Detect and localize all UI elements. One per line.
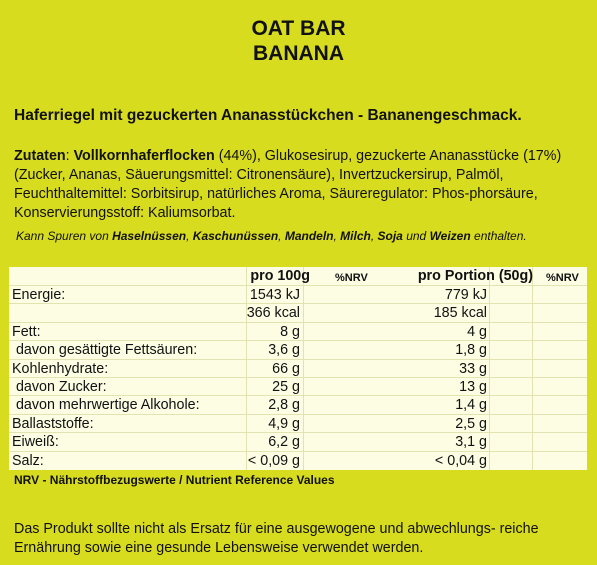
value-per-100g: 1543 kJ [249,287,300,303]
value-per-portion: 33 g [459,360,487,377]
allergen-item: Milch [340,229,371,243]
ingredients-rest: (44%), Glukosesirup, gezuckerte Ananasstücke (17%) (Zucker, Ananas, Säuerungsmittel: Citronensäure), Invertzuckersirup, Palmöl, Feuchthaltemittel: Sorbitsirup, natürliches Aroma, Säureregulator: Phos-phorsäure, Konservierungsstoff: Kaliumsorbat. [14,148,562,221]
allergen-item: Mandeln [284,229,334,243]
nutrient-label: Kohlenhydrate: [12,360,109,377]
allergen-sep: , [278,229,285,243]
value-per-100g: 6,2 g [268,434,300,451]
nutrition-table [9,267,587,470]
column-divider [532,267,533,470]
nutrient-label: davon Zucker: [12,379,107,395]
nutrient-label: davon gesättigte Fettsäuren: [12,342,198,359]
allergen-prefix: Kann Spuren von [16,229,113,243]
value-per-100g: 3,6 g [268,342,300,359]
product-title-line2: BANANA [253,42,344,65]
product-description: Haferriegel mit gezuckerten Ananasstückchen - Bananengeschmack. [14,107,522,124]
allergen-item: Soja [377,229,403,243]
allergen-item: Haselnüssen [112,229,187,243]
ingredients-label: Zutaten [14,148,66,164]
value-per-portion: 4 g [467,323,487,340]
value-per-100g: 8 g [280,323,300,340]
product-title-line1: OAT BAR [251,17,346,40]
value-per-100g: 366 kcal [246,305,300,322]
allergen-sep: und [402,229,430,243]
value-per-portion: 13 g [459,379,487,395]
nutrient-label: Salz: [12,452,44,469]
header-per-100g: pro 100g [250,268,310,284]
column-divider [303,267,304,470]
nutrient-label: Eiweiß: [12,434,59,451]
allergen-sep: , [333,229,341,243]
ingredients-text [14,147,586,223]
nutrient-label: Fett: [12,323,41,340]
allergen-item: Weizen [429,229,471,243]
value-per-100g: 25 g [272,379,300,395]
value-per-portion: 185 kcal [433,305,487,322]
value-per-100g: 4,9 g [268,415,300,432]
allergen-sep: , [186,229,193,243]
column-divider [489,267,490,470]
value-per-100g: 2,8 g [268,397,300,414]
header-per-portion: pro Portion (50g) [417,268,533,284]
header-nrv-100g: %NRV [335,272,368,284]
ingredients-colon: : [65,148,74,164]
allergen-suffix: enthalten. [470,229,527,243]
nutrient-label: Energie: [12,287,66,303]
ingredients-highlight: Vollkornhaferflocken [73,148,215,164]
value-per-100g: 66 g [272,360,300,377]
allergen-sep: , [370,229,378,243]
nrv-footnote: NRV - Nährstoffbezugswerte / Nutrient Reference Values [14,473,335,487]
value-per-100g: < 0,09 g [247,452,300,469]
header-nrv-portion: %NRV [546,272,579,284]
allergen-item: Kaschunüssen [192,229,279,243]
value-per-portion: 3,1 g [455,434,487,451]
nutrient-label: Ballaststoffe: [12,415,94,432]
value-per-portion: 1,8 g [455,342,487,359]
value-per-portion: 1,4 g [455,397,487,414]
disclaimer-text: Das Produkt sollte nicht als Ersatz für eine ausgewogene und abwechlungs- reiche Ernährung sowie eine gesunde Lebensweise verwendet werden. [14,521,539,556]
value-per-portion: < 0,04 g [434,452,487,469]
nutrient-label: davon mehrwertige Alkohole: [12,397,200,414]
value-per-portion: 779 kJ [444,287,487,303]
allergen-note [16,229,527,243]
value-per-portion: 2,5 g [455,415,487,432]
